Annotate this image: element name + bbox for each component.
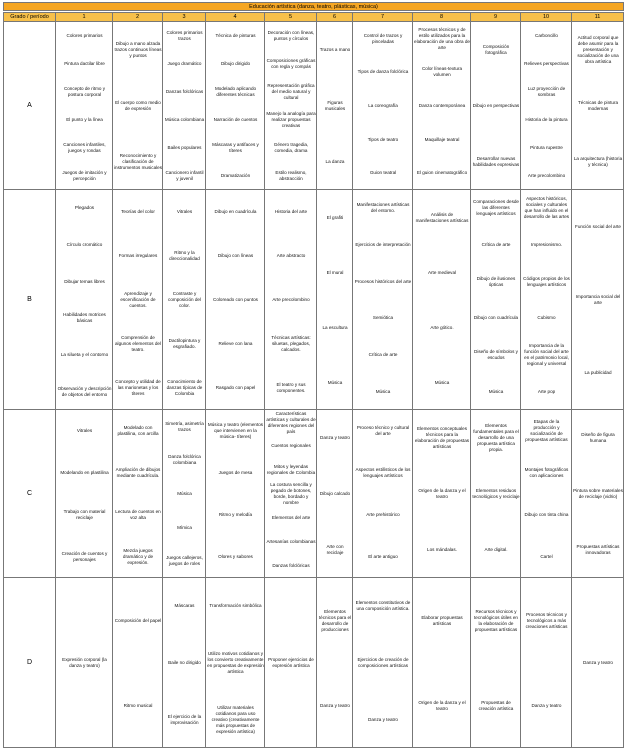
- cell-item: Utilizar materiales cotidianos para uso creativo (creativamente más propuestas de expresión artística): [211, 704, 260, 734]
- cell-item: Técnica de pinturas: [215, 33, 256, 38]
- cell-item: Música: [177, 491, 192, 496]
- cell-item: Impresionismo.: [530, 242, 563, 247]
- period-header: 8: [413, 12, 471, 22]
- cell-item: Análisis de manifestaciones artísticas: [415, 211, 469, 223]
- cell-item: Creación de cuentos y personajes: [61, 551, 108, 562]
- cell-item: Proponer ejercicios de expresión artística: [268, 657, 314, 668]
- cell-item: Máscaras y antifaces y títeres: [212, 142, 259, 153]
- cell-item: Tipos de teatro: [367, 136, 399, 142]
- cell-item: Ejercicios de creación de composiciones artísticas: [357, 657, 409, 668]
- cell-item: Arte precolombino: [527, 173, 566, 178]
- table-title: Educación artística (danza, teatro, plásticas, música): [3, 2, 624, 11]
- cell-item: Mímica: [177, 524, 192, 530]
- cell-item: Canciones infantiles, juegos y rondas: [63, 142, 106, 153]
- cell-item: Etapas de la producción y socialización de propuestas artísticas: [525, 419, 568, 442]
- period-header: 5: [265, 12, 317, 22]
- cell-item: Habilidades motrices básicas: [63, 312, 106, 324]
- cell-item: Ampliación de dibujos mediante cuadrícula.: [115, 467, 161, 478]
- cell-item: Pintura sobre materiales de reciclaje (vidrio): [573, 488, 623, 499]
- cell-item: Contraste y composición del color.: [168, 291, 201, 308]
- table-cell: [56, 190, 113, 410]
- cell-item: Dibujo con líneas: [217, 253, 254, 258]
- period-header: 6: [317, 12, 353, 22]
- period-header: 3: [163, 12, 206, 22]
- cell-item: Crítica de arte: [481, 242, 511, 247]
- cell-item: Música y teatro (elementos que intervienen en la música- títeres): [207, 422, 264, 439]
- cell-item: Ritmo musical: [123, 702, 153, 708]
- cell-item: Pintura rupestre: [530, 145, 563, 150]
- table-cell: [471, 578, 521, 748]
- cell-item: Formas irregulares: [118, 253, 158, 258]
- grade-label: C: [3, 410, 56, 578]
- cell-item: Trazos a mano: [319, 47, 351, 52]
- cell-item: La escultura: [322, 324, 348, 330]
- cell-item: Los mándalas.: [427, 547, 457, 552]
- cell-item: La coreografía: [368, 103, 398, 108]
- cell-item: Control de trazos y pinceladas: [363, 32, 403, 44]
- cell-item: Composición fotográfica: [482, 44, 510, 55]
- cell-item: Dibujo con cuadrícula: [473, 315, 519, 321]
- cell-item: Observación y descripción de objetos del entorno: [57, 385, 112, 397]
- table-cell: [317, 578, 353, 748]
- cell-item: Conocimiento de danzas típicas de Colombia: [166, 379, 203, 396]
- grade-label: D: [3, 578, 56, 748]
- cell-item: Elementos fundamentales para el desarrollo de una propuesta artística propia.: [473, 423, 519, 452]
- cell-item: Representación gráfica del medio natural y cultural: [267, 83, 315, 100]
- cell-item: Danza contemporánea: [418, 103, 466, 108]
- cell-item: La publicidad: [584, 370, 612, 376]
- cell-item: Arte pop: [537, 388, 556, 394]
- cell-item: Olores y sabores: [218, 554, 253, 559]
- cell-item: Danza y teatro: [320, 435, 350, 440]
- cell-item: Lectura de cuentos en voz alta: [115, 509, 161, 520]
- cell-item: Género tragedia, comedia, drama: [273, 142, 309, 153]
- cell-item: Narración de cuentos: [213, 117, 258, 122]
- cell-item: Decoración con líneas, puntos y círculos: [267, 30, 315, 41]
- cell-item: Composición del papel: [114, 617, 162, 623]
- cell-item: Arte medieval: [427, 269, 457, 275]
- cell-item: Propuestas de creación artística: [478, 699, 514, 711]
- cell-item: Concepto y utilidad de las marionetas y los títeres: [115, 379, 161, 396]
- table-cell: [163, 22, 206, 190]
- table-cell: [56, 22, 113, 190]
- cell-item: Dibujo con tinta china: [524, 512, 569, 517]
- cell-item: La costura sencilla y pegado de botones, borde, bordado y nombre: [270, 482, 312, 505]
- cell-item: El arte antiguo: [368, 554, 398, 559]
- cell-item: Códigos propios de los lenguajes artísticos: [523, 275, 570, 287]
- cell-item: Música colombiana: [164, 117, 205, 122]
- cell-item: Elementos del arte: [271, 515, 311, 520]
- cell-item: Manifestaciones artísticas del entorno.: [356, 202, 410, 214]
- cell-item: Procesos técnicos y tecnológicos a más creaciones artísticas: [525, 611, 568, 629]
- cell-item: Estilo realismo, abstracción: [275, 170, 307, 181]
- cell-item: Importancia de la función social del arte en el patrimonio local, regional y universal: [524, 343, 569, 366]
- cell-item: Danzas folclóricas: [272, 563, 310, 568]
- cell-item: Modelando en plastilina: [60, 470, 109, 475]
- cell-item: Música: [488, 388, 504, 394]
- cell-item: Expresión corporal (la danza y teatro): [62, 657, 107, 668]
- cell-item: Crítica de arte: [368, 352, 398, 357]
- cell-item: Ritmo y la direccionalidad: [169, 250, 200, 261]
- cell-item: Vitrales: [176, 209, 193, 214]
- cell-item: Cuentos regionales: [271, 443, 311, 448]
- cell-item: Juegos callejeros, juegos de roles: [166, 555, 203, 567]
- cell-item: Propuestas artísticas innovadoras: [576, 544, 620, 555]
- cell-item: Ritmo y melodía: [218, 512, 253, 517]
- cell-item: Concepto de ritmo y postura corporal: [63, 86, 106, 97]
- cell-item: Dibujo calcado: [319, 491, 351, 496]
- cell-item: Origen de la danza y el teatro: [418, 488, 466, 499]
- cell-item: Danza y teatro: [368, 716, 398, 722]
- table-cell: [471, 190, 521, 410]
- cell-item: Arte gótico.: [430, 324, 454, 330]
- cell-item: Técnicas de pintura modernas: [577, 100, 619, 111]
- cell-item: Trabajo con material reciclaje: [63, 509, 106, 520]
- cell-item: Bailes populares: [167, 145, 202, 150]
- cell-item: Proceso técnico y cultural del arte: [356, 425, 410, 436]
- cell-item: Montajes fotográficos con aplicaciones: [524, 467, 569, 478]
- cell-item: Utilizo motivos cotidianos y los convierto creativamente en propuestas de expresión artística: [207, 651, 264, 674]
- cell-item: El punto y la línea: [66, 117, 103, 122]
- cell-item: Juego dramático: [167, 61, 202, 66]
- cell-item: Artesanías colombianas: [266, 539, 316, 544]
- cell-item: Cartel: [540, 554, 553, 559]
- cell-item: Dibujo en perspectivas: [472, 103, 520, 108]
- grade-label: A: [3, 22, 56, 190]
- cell-item: Recursos técnicos y tecnológicos útiles en la elaboración de propuestas artísticas: [474, 608, 518, 632]
- cell-item: La danza: [325, 159, 345, 164]
- cell-item: Coloreado con puntos: [213, 297, 258, 302]
- cell-item: Dramatización: [220, 173, 251, 178]
- cell-item: Manejo la analogía para realizar propuestas creativas: [266, 111, 316, 128]
- cell-item: El grafiti: [326, 214, 344, 220]
- cell-item: Dibujo dirigido: [220, 61, 251, 66]
- cell-item: La arquitectura (historia y técnica): [573, 156, 623, 167]
- cell-item: Mitos y leyendas regionales de Colombia: [266, 464, 316, 475]
- cell-item: Ejercicios de interpretación: [355, 242, 411, 247]
- cell-item: Modelado con plastilina, con arcilla: [117, 425, 159, 436]
- period-header: 11: [572, 12, 624, 22]
- cell-item: Juegos de imitación y percepción: [62, 170, 107, 181]
- cell-item: Transformación simbólica: [209, 603, 262, 609]
- table-cell: [521, 578, 572, 748]
- cell-item: Simetría, asimetría trazos: [165, 420, 204, 432]
- cell-item: El guion cinematográfico: [416, 170, 468, 176]
- cell-item: Aspectos históricos, sociales y culturales que han influido en el desarrollo de las artes: [523, 196, 570, 220]
- table-cell: [206, 22, 265, 190]
- cell-item: Danza y teatro: [583, 660, 613, 665]
- cell-item: Figuras musicales: [324, 100, 346, 111]
- cell-item: Arte digital.: [484, 547, 508, 552]
- cell-item: Teorías del color: [121, 209, 155, 214]
- cell-item: El teatro y sus componentes.: [276, 382, 306, 393]
- cell-item: Origen de la danza y el teatro: [418, 699, 466, 711]
- cell-item: Mezcla juegos dramático y de expresión.: [122, 548, 154, 565]
- cell-item: Modelado aplicando diferentes técnicas: [214, 86, 257, 97]
- cell-item: Técnicas artísticas: siluetas, plegados, calcados.: [271, 335, 311, 352]
- cell-item: Guion teatral: [369, 170, 397, 176]
- cell-item: Juegos de mesa: [218, 470, 253, 475]
- cell-item: Elaborar propuestas artísticas: [421, 614, 463, 626]
- table-cell: [113, 578, 163, 748]
- cell-item: Círculo cromático: [66, 242, 103, 247]
- cell-item: Aprendizaje y escenificación de cuentos.: [120, 291, 156, 308]
- period-header: 10: [521, 12, 572, 22]
- cell-item: Reconocimiento y clasificación de instrumentos musicales: [114, 153, 162, 170]
- cell-item: Importancia social del arte: [575, 294, 621, 305]
- cell-item: Rasgado con papel: [215, 385, 256, 390]
- cell-item: El ejercicio de la improvisación: [167, 713, 202, 725]
- cell-item: Comparaciones desde las diferentes lenguajes artísticos: [473, 199, 519, 217]
- cell-item: Dibujo a mano alzada trazos continuos líneas y puntos: [114, 41, 162, 58]
- cell-item: Procesos históricos del arte: [354, 278, 412, 284]
- cell-item: Historia de la pintura: [525, 117, 568, 122]
- cell-item: Arte prehistórico: [366, 512, 400, 517]
- cell-item: Carboncillo: [535, 33, 558, 38]
- cell-item: Cubismo: [537, 315, 556, 321]
- cell-item: Elementos residuos tecnológicos y reciclaje: [472, 488, 520, 499]
- cell-item: Música: [327, 379, 343, 385]
- table-cell: [413, 578, 471, 748]
- cell-item: Máscaras: [174, 603, 195, 609]
- cell-item: Danzas folclóricas: [165, 89, 204, 94]
- cell-item: Dibujar temas libres: [64, 278, 105, 284]
- cell-item: Arte con reciclaje: [326, 544, 344, 555]
- cell-item: Composiciones gráficas con regla y compás: [266, 58, 316, 69]
- period-header: 1: [56, 12, 113, 22]
- period-header: 9: [471, 12, 521, 22]
- cell-item: Arte abstracto: [276, 253, 306, 258]
- cell-item: Maquillaje teatral: [424, 136, 460, 142]
- cell-item: Arte precolombino: [272, 297, 310, 302]
- cell-item: Dibujo en cuadrícula: [214, 209, 257, 214]
- table-cell: [317, 190, 353, 410]
- cell-item: Relieves perspectivas: [524, 61, 569, 66]
- cell-item: El cuerpo como medio de expresión: [115, 100, 161, 111]
- cell-item: Baile no dirigido: [168, 660, 201, 665]
- grade-period-header: Grado / período: [3, 12, 56, 22]
- cell-item: Danza folclórica colombiana: [168, 454, 201, 466]
- cell-item: Elementos conceptuales técnicos para la elaboración de propuestas artísticas: [414, 426, 470, 449]
- cell-item: Procesos técnicos y de estilo utilizados para la elaboración de una obra de arte: [414, 26, 470, 50]
- cell-item: Tipos de danza folclórica: [357, 69, 409, 75]
- cell-item: Danza y teatro: [531, 702, 562, 708]
- cell-item: Color líneas-textura volumen: [421, 66, 463, 78]
- cell-item: Colores primarios trazos: [166, 30, 203, 41]
- cell-item: Características artísticas y culturales de diferentes regiones del país: [266, 411, 316, 434]
- cell-item: La silueta y el contorno: [60, 352, 109, 357]
- cell-item: Aspectos estilísticos de los lenguajes artísticos: [355, 467, 411, 478]
- cell-item: Cancionero infantil y juvenil: [165, 170, 204, 181]
- table-cell: [265, 22, 317, 190]
- cell-item: Colores primarios: [66, 33, 103, 38]
- table-cell: [521, 190, 572, 410]
- cell-item: Actitud corporal que debe asumir para la presentación y socialización de una obra artística: [577, 35, 619, 64]
- cell-item: Diseño de símbolos y escudos: [474, 349, 518, 360]
- cell-item: Relieve con lana: [218, 341, 253, 346]
- cell-item: Comprensión de algunos elementos del teatro.: [115, 335, 161, 352]
- cell-item: Elementos técnicos para el desarrollo de producciones: [318, 608, 352, 632]
- cell-item: Dactilopintura y esgrafiado.: [168, 338, 201, 349]
- cell-item: Semiótica: [372, 315, 394, 321]
- cell-item: Dibujo de ilusiones ópticas: [476, 275, 516, 287]
- cell-item: Vitrales: [76, 428, 93, 433]
- cell-item: Pintura dactilar libre: [64, 61, 105, 66]
- cell-item: Historia del arte: [274, 209, 308, 214]
- cell-item: Música: [434, 379, 450, 385]
- period-header: 2: [113, 12, 163, 22]
- table-cell: [521, 22, 572, 190]
- table-cell: [353, 190, 413, 410]
- period-header: 4: [206, 12, 265, 22]
- cell-item: Música: [375, 388, 391, 394]
- cell-item: El mural: [326, 269, 344, 275]
- cell-item: Desarrollar nuevas habilidades expresivas: [472, 156, 520, 167]
- cell-item: Diseño de figura humana: [581, 432, 615, 443]
- period-header: 7: [353, 12, 413, 22]
- cell-item: Función social del arte: [575, 223, 621, 229]
- cell-item: Danza y teatro: [320, 702, 350, 708]
- cell-item: Elementos constitutivos de una composición artística.: [355, 600, 411, 612]
- cell-item: Luz proyección de sombras: [527, 86, 566, 97]
- grade-label: B: [3, 190, 56, 410]
- cell-item: Plegados: [74, 205, 95, 211]
